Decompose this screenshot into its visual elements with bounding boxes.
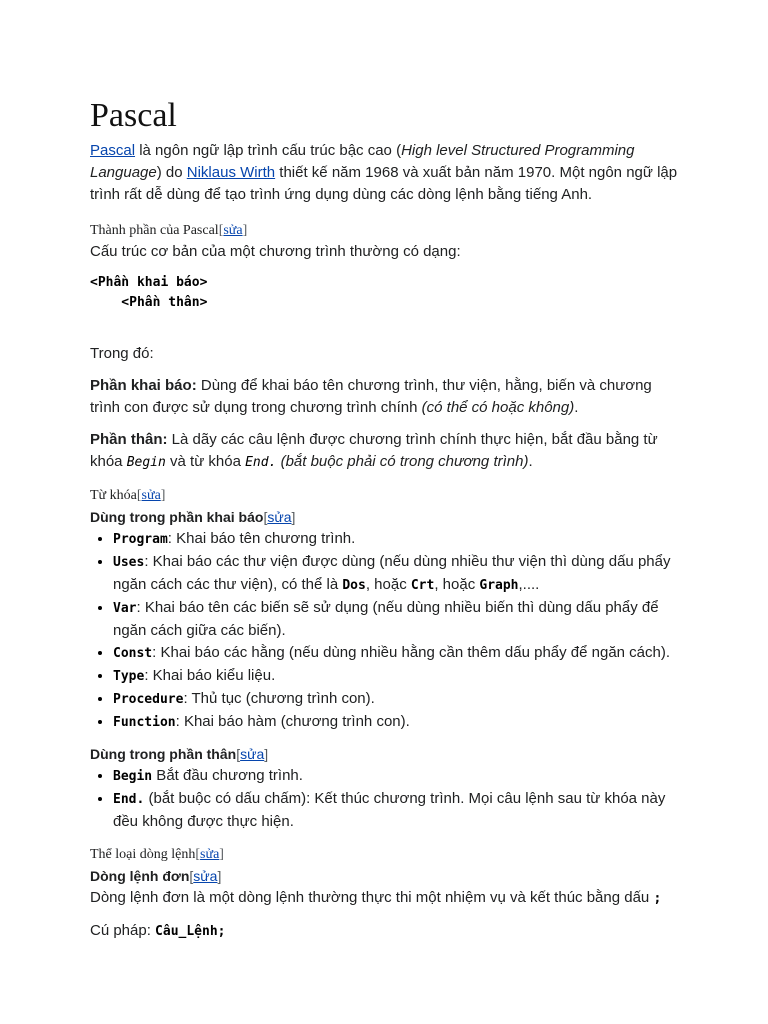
keyword-description: : Khai báo tên chương trình. xyxy=(167,530,356,547)
keyword-description: : Khai báo hàm (chương trình con). xyxy=(175,713,410,730)
syntax-label: Cú pháp: xyxy=(90,922,156,939)
keyword-graph: Graph xyxy=(479,578,519,593)
separator-text: ,.... xyxy=(518,576,540,593)
article-content xyxy=(90,96,680,943)
keyword-const: Const xyxy=(113,646,153,661)
keyword-crt: Crt xyxy=(410,578,435,593)
section-heading-keywords-label: Từ khóa xyxy=(90,488,137,503)
subheading-declaration-use: Dùng trong phần khai báo[sửa] xyxy=(90,509,296,525)
edit-link-statements[interactable]: sửa xyxy=(200,847,220,862)
intro-paragraph xyxy=(90,140,680,206)
separator-text: , hoặc xyxy=(365,576,411,593)
list-item xyxy=(113,642,680,665)
section-heading-statements: Thể loại dòng lệnh[sửa] xyxy=(90,847,224,862)
keyword-description: Bắt đầu chương trình. xyxy=(152,767,303,784)
list-item xyxy=(113,765,680,788)
page-title: Pascal xyxy=(90,97,177,134)
declaration-italic: (có thể có hoặc không) xyxy=(421,399,575,416)
edit-link-simple-statement[interactable]: sửa xyxy=(193,868,218,884)
subheading-body-label: Dùng trong phần thân xyxy=(90,746,237,762)
intro-text-2: ) do xyxy=(156,164,187,181)
edit-link-components[interactable]: sửa xyxy=(223,223,243,238)
list-item xyxy=(113,551,680,597)
section-heading-statements-label: Thể loại dòng lệnh xyxy=(90,847,196,862)
structure-code-block xyxy=(90,273,680,313)
body-text-2: và từ khóa xyxy=(165,453,246,470)
keyword-dos: Dos xyxy=(342,578,366,593)
niklaus-wirth-link[interactable]: Niklaus Wirth xyxy=(186,164,276,181)
list-item xyxy=(113,597,680,642)
keyword-function: Function xyxy=(113,715,176,730)
keyword-program: Program xyxy=(113,532,168,547)
body-paragraph xyxy=(90,429,680,474)
keyword-uses: Uses xyxy=(113,555,145,570)
keyword-procedure: Procedure xyxy=(113,692,184,707)
subheading-simple-label: Dòng lệnh đơn xyxy=(90,868,190,884)
list-item xyxy=(113,688,680,711)
simple-statement-description: Dòng lệnh đơn là một dòng lệnh thường thực thi một nhiệm vụ và kết thúc bằng dấu xyxy=(90,889,654,906)
declaration-end: . xyxy=(574,399,579,416)
section-heading-keywords: Từ khóa[sửa] xyxy=(90,488,166,503)
body-italic: (bắt buộc phải có trong chương trình) xyxy=(276,453,529,470)
edit-link-declaration-use[interactable]: sửa xyxy=(267,509,292,525)
body-text-1: Là dãy các câu lệnh được chương trình chính thực hiện, bắt đầu bằng từ khóa xyxy=(90,431,658,470)
declaration-keyword-list xyxy=(90,528,680,734)
trong-do-text: Trong đó: xyxy=(90,345,154,362)
edit-link-body-use[interactable]: sửa xyxy=(240,746,265,762)
end-keyword: End. xyxy=(245,455,277,470)
keyword-description: : Thủ tục (chương trình con). xyxy=(183,690,375,707)
pascal-link[interactable]: Pascal xyxy=(90,142,136,159)
body-label: Phần thân: xyxy=(90,431,168,448)
body-end: . xyxy=(528,453,533,470)
keyword-description: (bắt buộc có dấu chấm): Kết thúc chương trình. Mọi câu lệnh sau từ khóa này đều không được thực hiện. xyxy=(113,790,666,830)
body-keyword-list xyxy=(90,765,680,833)
edit-link-keywords[interactable]: sửa xyxy=(141,488,161,503)
separator-text: , hoặc xyxy=(434,576,480,593)
subheading-declaration-label: Dùng trong phần khai báo xyxy=(90,509,264,525)
list-item xyxy=(113,528,680,551)
section-heading-components-label: Thành phần của Pascal xyxy=(90,223,219,238)
declaration-paragraph xyxy=(90,375,680,419)
keyword-var: Var xyxy=(113,601,137,616)
intro-italic: High level Structured Programming Language xyxy=(90,142,635,181)
code-line-body: <Phần thân> xyxy=(90,295,208,310)
structure-intro: Cấu trúc cơ bản của một chương trình thường có dạng: xyxy=(90,243,461,260)
keyword-end: End. xyxy=(113,792,145,807)
section-heading-components: Thành phần của Pascal[sửa] xyxy=(90,223,248,238)
intro-text-3: thiết kế năm 1968 và xuất bản năm 1970. Một ngôn ngữ lập trình rất dễ dùng để tạo trình ứng dụng dùng các dòng lệnh bằng tiếng Anh. xyxy=(90,164,678,203)
declaration-text: Dùng để khai báo tên chương trình, thư viện, hằng, biến và chương trình con được sử dụng trong chương trình chính xyxy=(90,377,652,416)
keyword-description: : Khai báo các hằng (nếu dùng nhiều hằng cần thêm dấu phẩy để ngăn cách). xyxy=(152,644,671,661)
code-line-declaration: <Phần khai báo> xyxy=(90,275,208,290)
begin-keyword: Begin xyxy=(126,455,166,470)
keyword-description: : Khai báo kiểu liệu. xyxy=(144,667,276,684)
syntax-code: Câu_Lệnh; xyxy=(155,924,226,939)
list-item xyxy=(113,711,680,734)
intro-text-1: là ngôn ngữ lập trình cấu trúc bậc cao ( xyxy=(135,142,402,159)
semicolon-code: ; xyxy=(653,891,662,906)
subheading-simple-statement: Dòng lệnh đơn[sửa] xyxy=(90,868,222,884)
simple-statement-text xyxy=(90,887,680,910)
keyword-type: Type xyxy=(113,669,145,684)
declaration-label: Phần khai báo: xyxy=(90,377,197,394)
list-item xyxy=(113,788,680,833)
keyword-description: : Khai báo các thư viện được dùng (nếu dùng nhiều thư viện thì dùng dấu phẩy ngăn cách các thư viện), có thể là xyxy=(113,553,671,593)
keyword-description: : Khai báo tên các biến sẽ sử dụng (nếu dùng nhiều biến thì dùng dấu phẩy để ngăn cách giữa các biến). xyxy=(113,599,659,639)
keyword-begin: Begin xyxy=(113,769,153,784)
list-item xyxy=(113,665,680,688)
subheading-body-use: Dùng trong phần thân[sửa] xyxy=(90,746,269,762)
syntax-line xyxy=(90,920,680,943)
